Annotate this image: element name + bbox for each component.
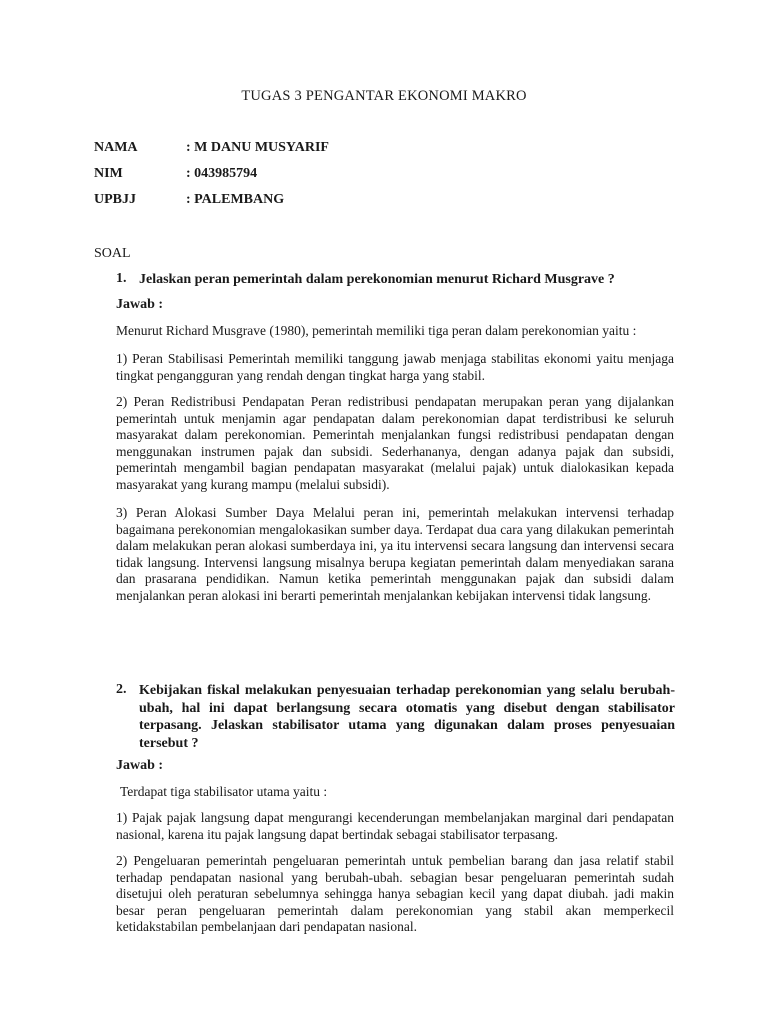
nama-row <box>94 140 329 156</box>
upbjj-label: UPBJJ <box>94 192 136 207</box>
answer-2-label: Jawab : <box>116 758 164 773</box>
answer-1-paragraph-1: 1) Peran Stabilisasi Pemerintah memiliki tanggung jawab menjaga stabilitas ekonomi yaitu menjaga tingkat pengangguran yang rendah dengan tingkat harga yang stabil. <box>116 351 674 383</box>
answer-1-paragraph-3: 3) Peran Alokasi Sumber Daya Melalui peran ini, pemerintah melakukan intervensi terhadap bagaimana perekonomian mengalokasikan sumber daya. Terdapat dua cara yang dilakukan pemerintah dalam melakukan peran alokasi sumberdaya ini, ya itu intervensi secara langsung dan intervensi secara tidak langsung. Intervensi langsung misalnya berupa kegiatan pemerintah dalam menyediakan sarana dan prasarana pendidikan. Namun ketika pemerintah menggunakan pajak dan subsidi dalam menjalankan peran alokasi ini berarti pemerintah menjalankan kebijakan intervensi tidak langsung. <box>116 505 674 603</box>
answer-1-intro: Menurut Richard Musgrave (1980), pemerintah memiliki tiga peran dalam perekonomian yaitu : <box>116 323 637 338</box>
question-2-text: Kebijakan fiskal melakukan penyesuaian terhadap perekonomian yang selalu berubah-ubah, hal ini dapat berlangsung secara otomatis yang disebut dengan stabilisator terpasang. Jelaskan stabilisator utama yang digunakan dalam proses penyesuaian tersebut ? <box>139 683 675 751</box>
answer-2-paragraph-1: 1) Pajak pajak langsung dapat mengurangi kecenderungan membelanjakan marginal dari pendapatan nasional, karena itu pajak langsung dapat bertindak sebagai stabilisator terpasang. <box>116 810 674 842</box>
nama-label: NAMA <box>94 140 138 155</box>
answer-1-paragraph-2: 2) Peran Redistribusi Pendapatan Peran redistribusi pendapatan merupakan peran yang dijalankan pemerintah untuk menjamin agar pendapatan dalam perekonomian dapat terdistribusi ke seluruh masyarakat dalam perekonomian. Pemerintah menjalankan fungsi redistribusi pendapatan dengan menggunakan instrumen pajak dan subsidi. Sederhananya, dengan adanya pajak dan subsidi, pemerintah mengambil bagian pendapatan masyarakat (melalui pajak) untuk dialokasikan kepada masyarakat yang kurang mampu (melalui subsidi). <box>116 394 674 492</box>
upbjj-row <box>94 192 284 208</box>
question-1-number: 1. <box>116 271 127 286</box>
answer-1-label: Jawab : <box>116 297 164 312</box>
answer-2-paragraph-2: 2) Pengeluaran pemerintah pengeluaran pemerintah untuk pembelian barang dan jasa relatif stabil terhadap pendapatan nasional yang berubah-ubah. sebagian besar pengeluaran pemerintah sudah disetujui oleh peraturan sebelumnya sehingga hanya sebagian kecil yang dapat diubah. jadi makin besar peran pengeluaran pemerintah dalam perekonomian yang stabil akan memperkecil ketidakstabilan pembelanjaan dari pendapatan nasional. <box>116 853 674 934</box>
nim-value: : 043985794 <box>186 166 258 181</box>
answer-2-intro: Terdapat tiga stabilisator utama yaitu : <box>120 784 328 799</box>
question-1-text: Jelaskan peran pemerintah dalam perekonomian menurut Richard Musgrave ? <box>139 272 615 287</box>
nama-value: : M DANU MUSYARIF <box>186 140 329 155</box>
nim-label: NIM <box>94 166 123 181</box>
document-title: TUGAS 3 PENGANTAR EKONOMI MAKRO <box>241 88 527 104</box>
nim-row <box>94 166 257 182</box>
soal-heading: SOAL <box>94 246 131 261</box>
question-2-number: 2. <box>116 682 127 697</box>
upbjj-value: : PALEMBANG <box>186 192 285 207</box>
